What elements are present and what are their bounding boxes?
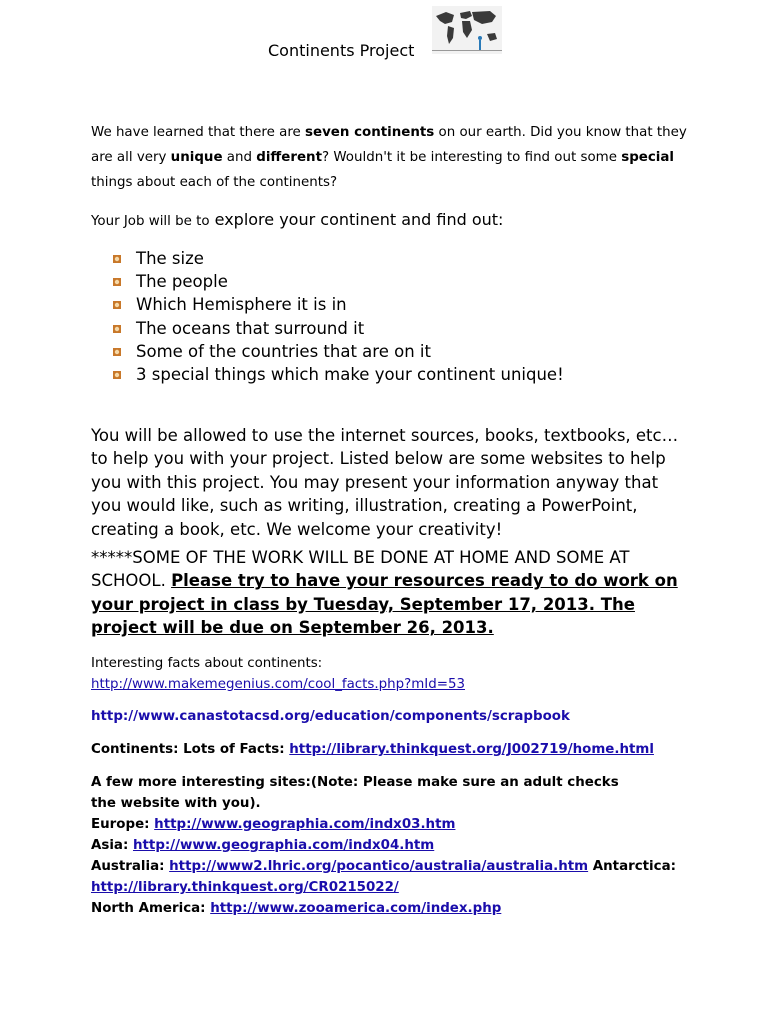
list-item-text: The people [136,272,228,292]
north-america-link[interactable]: http://www.zooamerica.com/index.php [210,901,502,916]
bullet-icon [112,277,122,287]
intro-text: on our earth. Did you know that they are all very [91,125,687,165]
list-item-text: 3 special things which make your continent unique! [136,365,564,385]
asia-row [91,835,731,856]
asia-label: Asia: [91,838,133,853]
list-item [112,317,564,340]
resources-paragraph: You will be allowed to use the internet sources, books, textbooks, etc… to help you with your project. Listed below are some websites to help you with this project. You may present your information anyway that you would like, such as writing, illustration, creating a PowerPoint, creating a book, etc. We welcome your creativity! [91,426,679,539]
north-america-row [91,898,731,919]
intro-bold: different [256,150,322,165]
intro-text: We have learned that there are [91,125,306,140]
lots-facts-link[interactable]: http://library.thinkquest.org/J002719/home.html [289,742,654,757]
intro-bold: special [621,150,675,165]
bullet-icon [112,347,122,357]
intro-bold: seven continents [305,125,435,140]
job-rest: explore your continent and find out: [209,210,504,229]
list-item [112,270,564,293]
europe-label: Europe: [91,817,155,832]
bullet-icon [112,254,122,264]
job-line [91,209,691,233]
list-item-text: The size [136,249,204,268]
facts-block [91,653,731,695]
intro-text: and [222,150,257,165]
facts-link[interactable]: http://www.makemegenius.com/cool_facts.php?mId=53 [91,677,466,692]
more-sites-block [91,772,731,919]
lots-facts-label: Continents: Lots of Facts: [91,742,290,757]
intro-text: ? Wouldn't it be interesting to find out some [321,150,622,165]
list-item [112,293,564,316]
list-item [112,247,564,270]
bullet-icon [112,300,122,310]
deadline-notice [91,546,701,640]
asia-link[interactable]: http://www.geographia.com/indx04.htm [132,838,435,853]
antarctica-link[interactable]: http://library.thinkquest.org/CR0215022/ [91,880,399,895]
job-lead: Your Job will be to [91,214,210,229]
antarctica-label: Antarctica: [588,859,676,874]
intro-bold: unique [170,150,223,165]
notice-emphasis: Please try to have your resources ready to do work on your project in class by Tuesday, September 17, 2013. The project will be due on September 26, 2013. [91,571,678,638]
intro-paragraph [91,120,691,195]
list-item-text: The oceans that surround it [136,318,365,338]
list-item [112,340,564,363]
bullet-icon [112,370,122,380]
list-item [112,363,564,386]
antarctica-row [91,877,731,898]
world-map-icon [432,6,502,54]
lots-facts-block [91,739,731,760]
more-sites-label: A few more interesting sites:(Note: Please make sure an adult checks the website with you). [91,775,619,811]
canastota-link[interactable]: http://www.canastotacsd.org/education/components/scrapbook [91,709,570,724]
intro-text: things about each of the continents? [91,175,338,190]
canastota-block [91,706,731,727]
australia-row [91,856,731,877]
australia-label: Australia: [91,859,170,874]
list-item-text: Some of the countries that are on it [136,341,431,361]
europe-row [91,814,731,835]
north-america-label: North America: [91,901,211,916]
notice-text: *****SOME OF THE WORK WILL BE DONE AT HOME AND SOME AT SCHOOL. [91,548,630,591]
list-item-text: Which Hemisphere it is in [136,295,347,315]
bullet-icon [112,324,122,334]
task-list [112,247,564,386]
facts-label: Interesting facts about continents: [91,656,323,671]
page-title: Continents Project [268,41,415,60]
australia-link[interactable]: http://www2.lhric.org/pocantico/australia/australia.htm [169,859,589,874]
europe-link[interactable]: http://www.geographia.com/indx03.htm [154,817,456,832]
